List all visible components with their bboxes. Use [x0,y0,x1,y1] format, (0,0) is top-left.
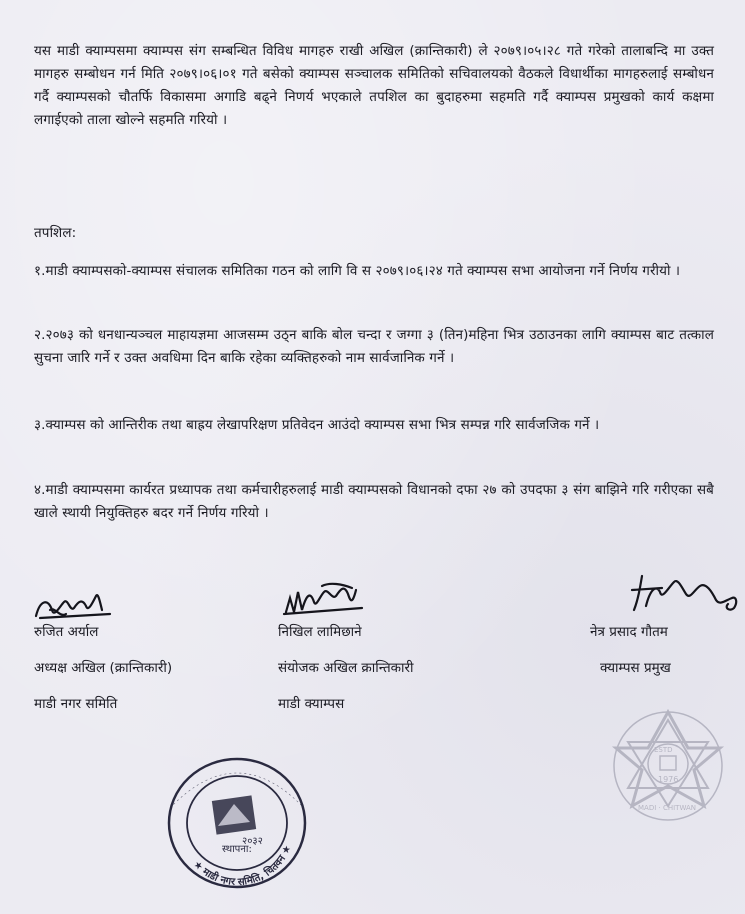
signatory-2-title: संयोजक अखिल क्रान्तिकारी [278,660,414,676]
signature-middle-icon [282,578,372,622]
stamp-left-founded: स्थापना: [222,844,252,855]
signatory-2 [278,622,414,714]
signatory-2-name: निखिल लामिछाने [278,624,362,640]
signatory-3-title: क्याम्पस प्रमुख [600,660,671,676]
signature-right-icon [628,570,745,620]
point-2: २.२०७३ को धनधान्यञ्चल माहायज्ञमा आजसम्म उठ्न बाकि बोल चन्दा र जग्गा ३ (तिन)महिना भित्र उठाउनका लागि क्याम्पस बाट तत्काल सुचना जारि गर्ने र उक्त अवधिमा दिन बाकि रहेका व्यक्तिहरुको नाम सार्वजानिक गर्ने । [34,327,714,366]
point-3: ३.क्याम्पस को आन्तिरीक तथा बाह्रय लेखापरिक्षण प्रतिवेदन आउंदो क्याम्पस सभा भित्र सम्पन्न गरि सार्वजजिक गर्ने । [34,417,600,433]
stamp-right-bottom: MADI · CHITWAN [638,804,697,812]
signatory-1-name: रुजित अर्याल [34,624,99,640]
stamp-right-est: ESTD [654,746,673,754]
point-1: १.माडी क्याम्पसको-क्याम्पस संचालक समितिका गठन को लागि वि स २०७९।०६।२४ गते क्याम्पस सभा आयोजना गर्ने निर्णय गरीयो । [34,263,681,279]
signatory-1-org: माडी नगर समिति [34,696,118,712]
point-4: ४.माडी क्याम्पसमा कार्यरत प्रध्यापक तथा कर्मचारीहरुलाई माडी क्याम्पसको विधानको दफा २७ को उपदफा ३ संग बाझिने गरि गरीएका सबै खाले स्थायी नियुक्तिहरु बदर गर्ने निर्णय गरियो । [34,482,714,521]
stamp-left-year: २०३२ [242,836,263,847]
tapashil-heading: तपशिल: [34,225,77,241]
signatory-3 [590,622,671,678]
stamp-right-icon [608,706,728,826]
signatory-1-title: अध्यक्ष अखिल (क्रान्तिकारी) [34,660,173,676]
intro-paragraph: यस माडी क्याम्पसमा क्याम्पस संग सम्बन्धित विविध मागहरु राखी अखिल (क्रान्तिकारी) ले २०७९।०५।२८ गते गरेको तालाबन्दि मा उक्त मागहरु सम्बोधन गर्न मिति २०७९।०६।०१ गते बसेको क्याम्पस सञ्चालक समितिको सचिवालयको वैठकले विधार्थीका मागहरुलाई सम्बोधन गर्दै क्याम्पसको चौतर्फि विकासमा अगाडि बढ्ने निणर्य भएकाले तपशिल का बुदाहरुमा सहमति गर्दै क्याम्पस प्रमुखको कार्य कक्षमा लगाईएको ताला खोल्ने सहमति गरियो । [34,43,714,128]
signatory-3-name: नेत्र प्रसाद गौतम [590,624,668,640]
stamp-left-bottom: ★ माडी नगर समिति, चितवन ★ [190,843,294,889]
stamp-left-icon [162,748,312,898]
signatory-2-org: माडी क्याम्पस [278,696,345,712]
stamp-right-year: 1976 [658,775,679,784]
signatory-1 [34,622,172,714]
